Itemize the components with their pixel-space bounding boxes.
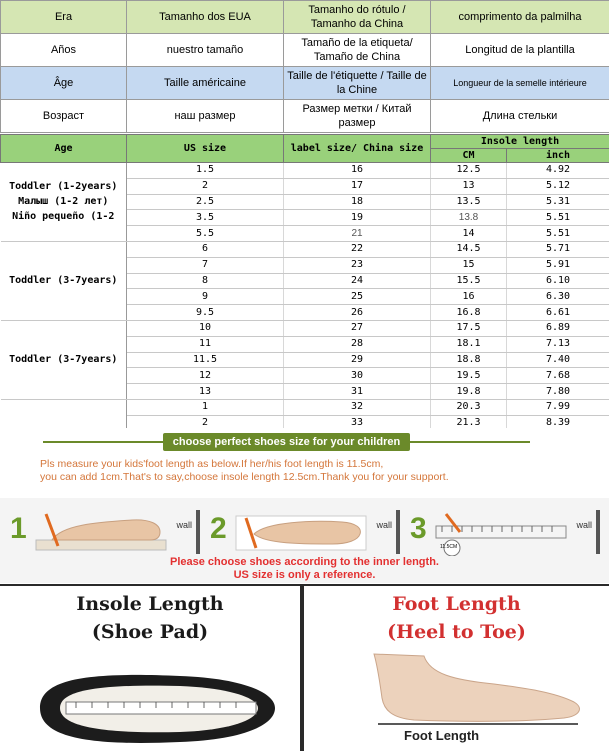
us-size-cell: 3.5 (127, 210, 284, 226)
insole-title: Insole Length (76, 593, 224, 615)
inch-cell: 6.61 (507, 305, 609, 321)
step-1 (4, 502, 200, 554)
china-size-cell: 29 (284, 352, 431, 368)
instruction-line-1: Pls measure your kids'foot length as below.If her/his foot length is 11.5cm, (40, 458, 384, 470)
us-size-cell: 9 (127, 289, 284, 305)
cm-cell: 16 (431, 289, 507, 305)
column-header-age: Age (1, 135, 127, 163)
instruction-line-2: you can add 1cm.That's to say,choose insole length 12.5cm.Thank you for your support. (40, 471, 449, 483)
inch-cell: 7.68 (507, 368, 609, 384)
china-size-cell: 18 (284, 194, 431, 210)
wall-label: wall (576, 520, 592, 530)
size-header-table (0, 0, 609, 133)
step-2 (204, 502, 400, 554)
header-row-portuguese (1, 1, 609, 34)
wall-icon (596, 510, 600, 554)
header-cell-us-size: nuestro tamaño (127, 34, 284, 67)
cm-cell: 19.8 (431, 384, 507, 400)
age-label-es: Niño pequeño (1-2 (12, 211, 115, 223)
ruler-label: 11.5CM (440, 544, 458, 550)
cm-cell: 14.5 (431, 241, 507, 257)
inch-cell: 5.12 (507, 178, 609, 194)
us-size-cell: 1.5 (127, 163, 284, 179)
column-header-cm: CM (431, 149, 507, 163)
header-row-russian (1, 100, 609, 133)
china-size-cell: 31 (284, 384, 431, 400)
china-size-cell: 17 (284, 178, 431, 194)
china-size-cell: 26 (284, 305, 431, 321)
guide-banner: choose perfect shoes size for your children (163, 433, 410, 451)
wall-icon (396, 510, 400, 554)
header-cell-label-size: Tamanho do rótulo / Tamanho da China (284, 1, 431, 34)
us-size-cell: 6 (127, 241, 284, 257)
china-size-cell: 30 (284, 368, 431, 384)
inch-cell: 7.99 (507, 399, 609, 415)
column-header-inch: inch (507, 149, 609, 163)
inch-cell: 4.92 (507, 163, 609, 179)
china-size-cell: 16 (284, 163, 431, 179)
cm-cell: 13.5 (431, 194, 507, 210)
cm-cell: 12.5 (431, 163, 507, 179)
header-cell-insole: Longueur de la semelle intérieure (431, 67, 609, 100)
foot-length-panel (304, 586, 609, 751)
cm-cell: 18.1 (431, 336, 507, 352)
cm-cell: 15.5 (431, 273, 507, 289)
age-group-empty (1, 399, 127, 431)
cm-cell: 13 (431, 178, 507, 194)
header-cell-age: Años (1, 34, 127, 67)
age-label-en: Toddler (3-7years) (9, 354, 118, 366)
china-size-cell: 28 (284, 336, 431, 352)
us-size-cell: 11 (127, 336, 284, 352)
age-label-en: Toddler (1-2years) (9, 181, 118, 193)
us-size-cell: 1 (127, 399, 284, 415)
table-row (1, 320, 609, 336)
foot-outline-icon (232, 510, 372, 556)
table-row (1, 163, 609, 179)
header-cell-label-size: Размер метки / Китай размер (284, 100, 431, 133)
cm-cell: 14 (431, 226, 507, 242)
age-label-ru: Малыш (1-2 лет) (18, 196, 109, 208)
header-row-french (1, 67, 609, 100)
size-chart-table (0, 134, 609, 432)
table-row (1, 241, 609, 257)
header-cell-label-size: Tamaño de la etiqueta/ Tamaño de China (284, 34, 431, 67)
column-header-us-size: US size (127, 135, 284, 163)
foot-subtitle: (Heel to Toe) (387, 621, 526, 643)
wall-label: wall (376, 520, 392, 530)
step-number: 2 (210, 512, 227, 545)
step-number: 1 (10, 512, 27, 545)
column-header-insole-length: Insole length (431, 135, 609, 149)
header-cell-us-size: наш размер (127, 100, 284, 133)
inch-cell: 5.91 (507, 257, 609, 273)
header-cell-age: Era (1, 1, 127, 34)
china-size-cell: 22 (284, 241, 431, 257)
header-cell-us-size: Taille américaine (127, 67, 284, 100)
china-size-cell: 23 (284, 257, 431, 273)
size-note (0, 556, 609, 582)
insole-pad-image (30, 668, 280, 748)
us-size-cell: 12 (127, 368, 284, 384)
guide-instructions (40, 458, 580, 484)
inch-cell: 6.30 (507, 289, 609, 305)
age-label-en: Toddler (3-7years) (9, 275, 118, 287)
header-cell-us-size: Tamanho dos EUA (127, 1, 284, 34)
cm-cell: 19.5 (431, 368, 507, 384)
step-number: 3 (410, 512, 427, 545)
china-size-cell: 21 (284, 226, 431, 242)
china-size-cell: 25 (284, 289, 431, 305)
inch-cell: 7.13 (507, 336, 609, 352)
insole-subtitle: (Shoe Pad) (91, 621, 209, 643)
cm-cell: 16.8 (431, 305, 507, 321)
note-line-2: US size is only a reference. (233, 569, 376, 581)
inch-cell: 6.89 (507, 320, 609, 336)
cm-cell: 20.3 (431, 399, 507, 415)
inch-cell: 8.39 (507, 415, 609, 431)
header-cell-insole: Longitud de la plantilla (431, 34, 609, 67)
header-cell-insole: Длина стельки (431, 100, 609, 133)
inch-cell: 6.10 (507, 273, 609, 289)
us-size-cell: 11.5 (127, 352, 284, 368)
cm-cell: 21.3 (431, 415, 507, 431)
us-size-cell: 7 (127, 257, 284, 273)
china-size-cell: 33 (284, 415, 431, 431)
inch-cell: 5.71 (507, 241, 609, 257)
age-group-toddler-1-2 (1, 163, 127, 242)
foot-title: Foot Length (392, 593, 521, 615)
us-size-cell: 8 (127, 273, 284, 289)
column-header-label-size: label size/ China size (284, 135, 431, 163)
inch-cell: 7.40 (507, 352, 609, 368)
header-row-spanish (1, 34, 609, 67)
table-row (1, 399, 609, 415)
us-size-cell: 10 (127, 320, 284, 336)
cm-cell: 15 (431, 257, 507, 273)
us-size-cell: 2.5 (127, 194, 284, 210)
us-size-cell: 5.5 (127, 226, 284, 242)
step-3 (404, 502, 600, 554)
cm-cell: 17.5 (431, 320, 507, 336)
us-size-cell: 2 (127, 178, 284, 194)
cm-cell: 13.8 (431, 210, 507, 226)
foot-length-label: Foot Length (404, 728, 480, 743)
insole-length-panel (0, 586, 300, 751)
us-size-cell: 2 (127, 415, 284, 431)
header-cell-insole: comprimento da palmilha (431, 1, 609, 34)
us-size-cell: 13 (127, 384, 284, 400)
age-group-toddler-3-7 (1, 241, 127, 320)
foot-on-paper-icon (32, 510, 172, 556)
foot-image (334, 648, 594, 728)
inch-cell: 7.80 (507, 384, 609, 400)
inch-cell: 5.31 (507, 194, 609, 210)
china-size-cell: 19 (284, 210, 431, 226)
header-cell-age: Âge (1, 67, 127, 100)
inch-cell: 5.51 (507, 226, 609, 242)
cm-cell: 18.8 (431, 352, 507, 368)
china-size-cell: 27 (284, 320, 431, 336)
us-size-cell: 9.5 (127, 305, 284, 321)
wall-label: wall (176, 520, 192, 530)
inch-cell: 5.51 (507, 210, 609, 226)
age-group-toddler-3-7-b (1, 320, 127, 399)
china-size-cell: 32 (284, 399, 431, 415)
note-line-1: Please choose shoes according to the inner length. (170, 556, 439, 568)
china-size-cell: 24 (284, 273, 431, 289)
wall-icon (196, 510, 200, 554)
header-cell-age: Возраст (1, 100, 127, 133)
header-cell-label-size: Taille de l'étiquette / Taille de la Chine (284, 67, 431, 100)
